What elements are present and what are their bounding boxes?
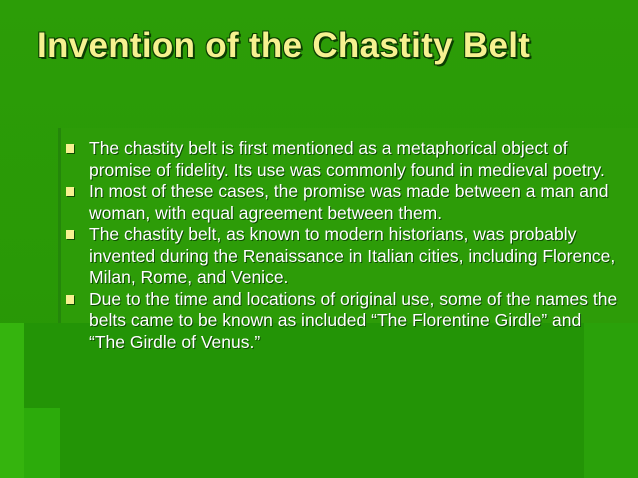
bullet-text: Due to the time and locations of original use, some of the names the belts came to be known as included “The Florentine Girdle” and “The Girdle of Venus.” [89,288,618,352]
background-panel-bottom-left [0,323,24,478]
square-bullet-icon [66,230,74,239]
bullet-list [62,138,622,353]
bullet-text: The chastity belt is first mentioned as a metaphorical object of promise of fidelity. Its use was commonly found in medieval poetry. [89,138,605,180]
bullet-text: The chastity belt, as known to modern historians, was probably invented during the Renaissance in Italian cities, including Florence, Milan, Rome, and Venice. [89,224,616,287]
bullet-item [62,224,622,289]
bullet-item [62,289,622,354]
square-bullet-icon [66,295,74,304]
square-bullet-icon [66,144,74,153]
background-panel-stripe [58,128,61,323]
slide-title: Invention of the Chastity Belt [37,26,531,65]
bullet-item [62,138,622,181]
square-bullet-icon [66,187,74,196]
bullet-item [62,181,622,224]
background-panel-lower-left [24,408,60,478]
bullet-text: In most of these cases, the promise was made between a man and woman, with equal agreement between them. [89,181,609,223]
